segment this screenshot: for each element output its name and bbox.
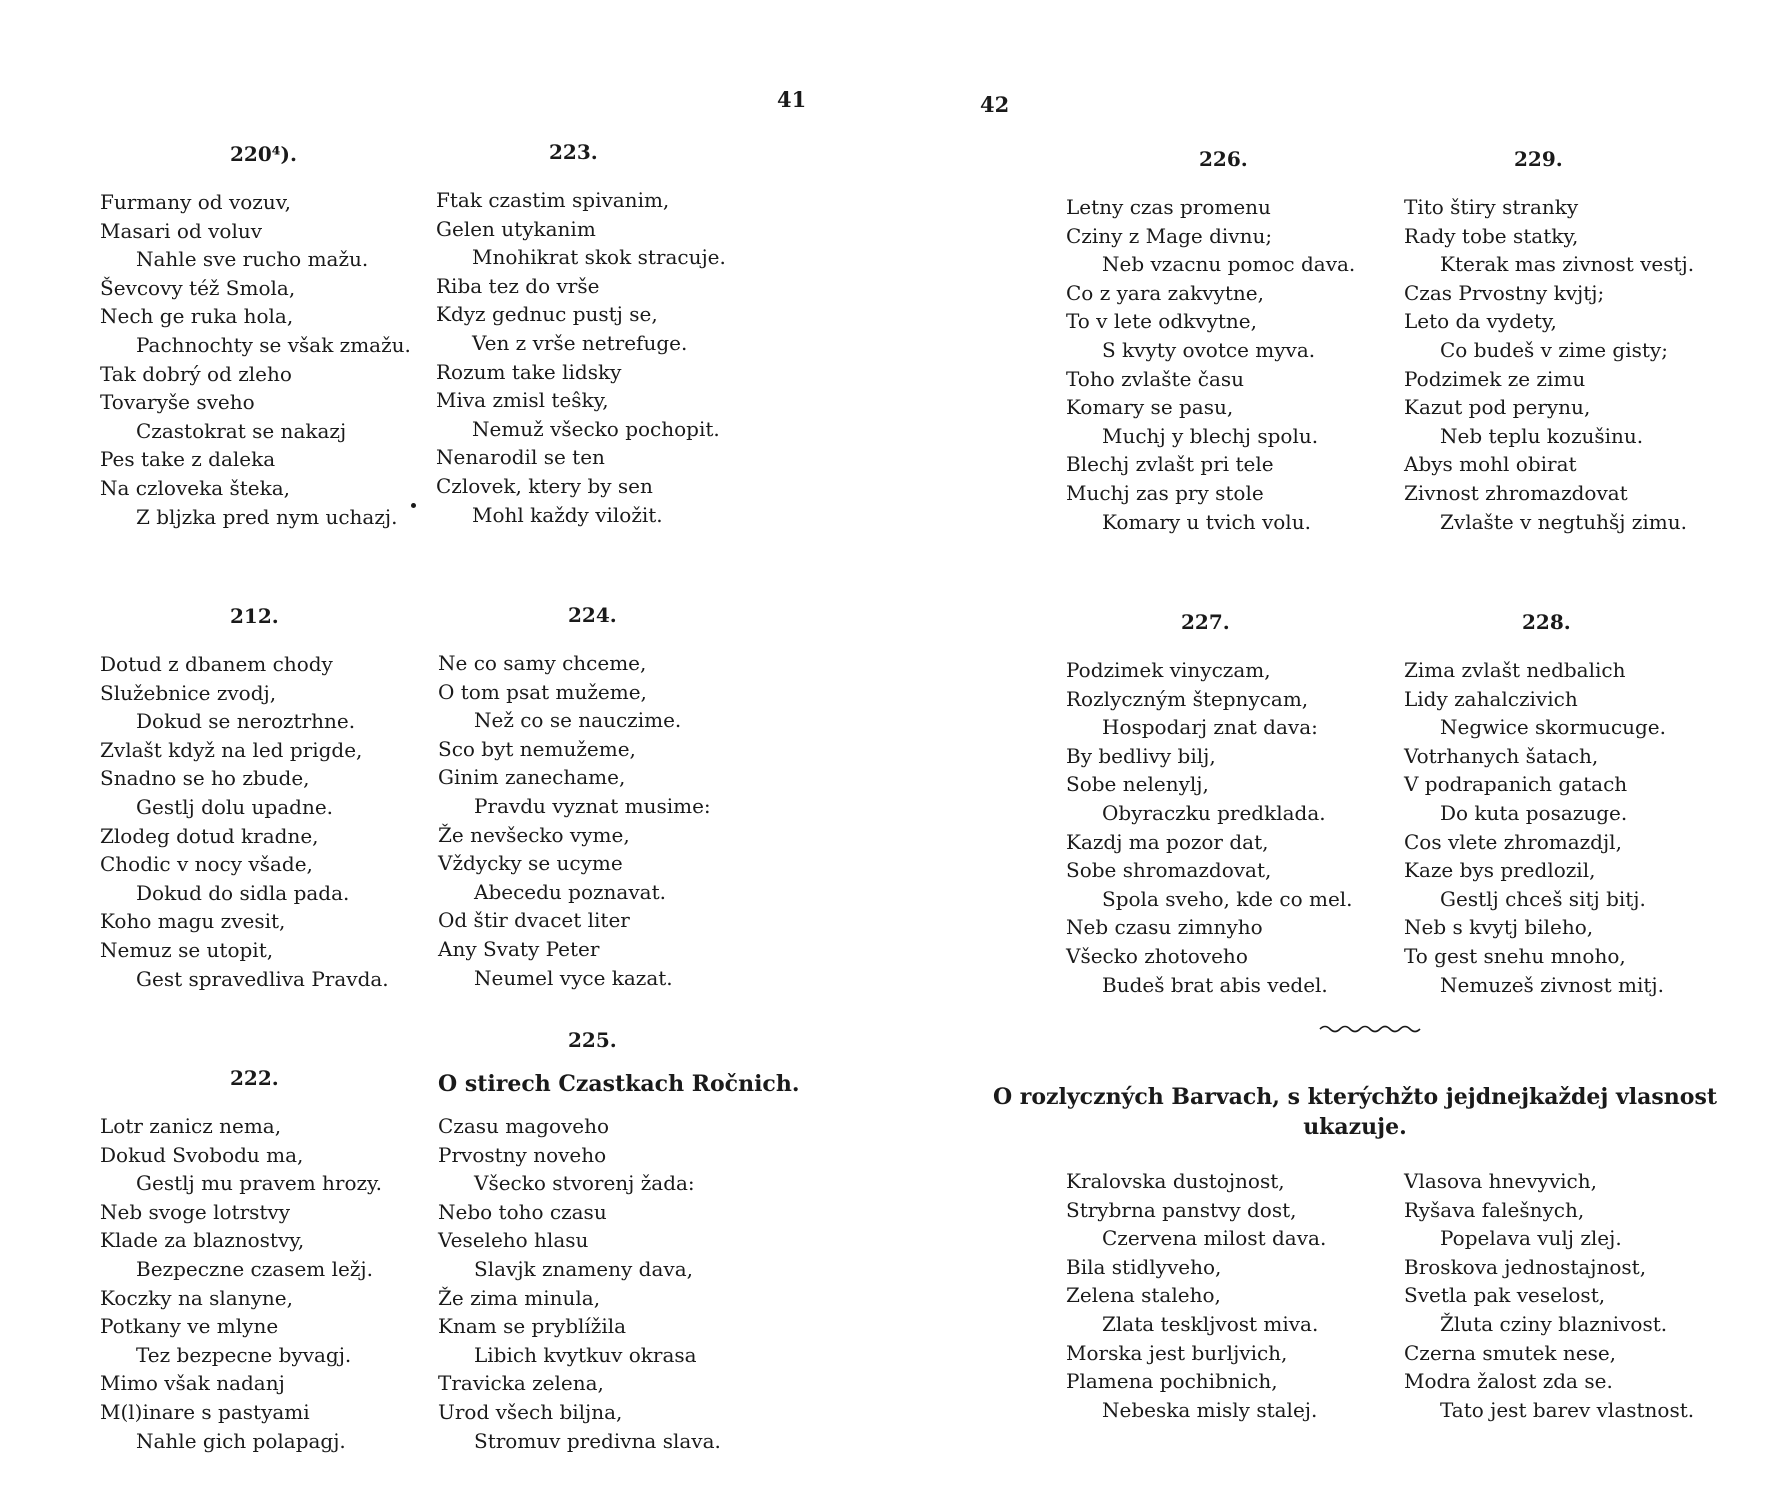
verse-line: Votrhanych šatach, xyxy=(1404,743,1599,768)
verse-line: Masari od voluv xyxy=(100,218,263,243)
verse-line: Nemuž všecko pochopit. xyxy=(472,416,720,441)
verse-line: Obyraczku predklada. xyxy=(1102,800,1326,825)
verse-line: Pes take z daleka xyxy=(100,447,276,472)
verse-line: Toho zvlašte času xyxy=(1066,366,1245,391)
verse-line: Veseleho hlasu xyxy=(438,1228,589,1253)
verse-line: Neb s kvytj bileho, xyxy=(1404,915,1594,940)
verse-line: Neb svoge lotrstvy xyxy=(100,1199,291,1224)
verse-line: Koho magu zvesit, xyxy=(100,909,286,934)
verse-line: Nebeska misly stalej. xyxy=(1102,1397,1318,1422)
verse-line: Pachnochty se však zmažu. xyxy=(136,332,411,357)
verse-line: Mimo však nadanj xyxy=(100,1371,285,1396)
verse-line: Komary u tvich volu. xyxy=(1102,509,1311,534)
verse-line: Koczky na slanyne, xyxy=(100,1285,293,1310)
verse-line: Any Svaty Peter xyxy=(438,936,600,961)
verse-line: Kazut pod perynu, xyxy=(1404,395,1591,420)
poem-220 xyxy=(100,142,411,531)
poem-229 xyxy=(1404,147,1695,536)
verse-line: Dokud Svobodu ma, xyxy=(100,1142,304,1167)
verse-line: Nech ge ruka hola, xyxy=(100,304,294,329)
verse-line: Vlasova hnevyvich, xyxy=(1404,1169,1597,1193)
verse-line: Komary se pasu, xyxy=(1066,395,1234,420)
verse-line: Rady tobe statky, xyxy=(1404,223,1579,248)
section-heading: O rozlyczných Barvach, s kterýchžto jejdnejkaždej vlasnost ukazuje. xyxy=(992,1084,1718,1140)
poem-212 xyxy=(100,604,389,993)
poem-number: 228. xyxy=(1522,610,1571,634)
verse-line: Gestlj dolu upadne. xyxy=(136,794,334,819)
verse-line: Ftak czastim spivanim, xyxy=(436,188,670,212)
verse-line: Kterak mas zivnost vestj. xyxy=(1440,252,1695,277)
verse-line: S kvyty ovotce myva. xyxy=(1102,337,1316,362)
verse-line: Ginim zanechame, xyxy=(438,765,626,790)
poem-title: O stirech Czastkach Ročnich. xyxy=(438,1071,800,1097)
verse-line: Rozlyczným štepnycam, xyxy=(1066,686,1309,711)
verse-line: Lidy zahalczivich xyxy=(1404,686,1578,711)
verse-line: Neb czasu zimnyho xyxy=(1066,915,1263,940)
colors-poem-left xyxy=(1066,1167,1326,1424)
right-page-number: 42 xyxy=(980,92,1010,117)
verse-line: Nenarodil se ten xyxy=(436,445,605,470)
poem-number: 223. xyxy=(549,140,598,164)
verse-line: Abecedu poznavat. xyxy=(474,879,666,904)
verse-line: Potkany ve mlyne xyxy=(100,1314,279,1339)
colors-poem-right xyxy=(1404,1167,1694,1424)
poem-225 xyxy=(438,1028,800,1455)
verse-line: Negwice skormucuge. xyxy=(1440,715,1666,740)
ornament-divider xyxy=(1318,1022,1428,1036)
verse-line: Kaze bys predlozil, xyxy=(1404,858,1596,883)
verse-line: Že nevšecko vyme, xyxy=(438,822,630,847)
verse-line: Knam se pryblížila xyxy=(438,1314,627,1339)
verse-line: Kralovska dustojnost, xyxy=(1066,1169,1285,1193)
verse-line: Furmany od vozuv, xyxy=(100,190,291,214)
verse-line: Všecko zhotoveho xyxy=(1066,943,1248,968)
verse-line: Pravdu vyznat musime: xyxy=(474,793,711,818)
verse-line: Neb vzacnu pomoc dava. xyxy=(1102,252,1356,277)
verse-line: Popelava vulj zlej. xyxy=(1440,1226,1622,1251)
verse-line: Czerna smutek nese, xyxy=(1404,1340,1617,1365)
poem-number: 212. xyxy=(230,604,279,628)
verse-line: Nahle gich polapagj. xyxy=(136,1428,346,1453)
verse-line: Že zima minula, xyxy=(438,1285,601,1310)
verse-line: Nebo toho czasu xyxy=(438,1199,607,1224)
verse-line: Czastokrat se nakazj xyxy=(136,418,347,443)
verse-line: Kdyz gednuc pustj se, xyxy=(436,302,658,327)
verse-line: Svetla pak veselost, xyxy=(1404,1283,1606,1308)
verse-line: Bila stidlyveho, xyxy=(1066,1254,1222,1279)
verse-line: Od štir dvacet liter xyxy=(438,908,630,933)
verse-line: Leto da vydety, xyxy=(1404,309,1557,334)
verse-line: Sobe nelenylj, xyxy=(1066,772,1209,797)
stray-mark xyxy=(411,503,416,508)
verse-line: Nemuz se utopit, xyxy=(100,937,274,962)
verse-line: By bedlivy bilj, xyxy=(1066,743,1216,768)
verse-line: Žluta cziny blaznivost. xyxy=(1440,1311,1668,1336)
verse-line: To v lete odkvytne, xyxy=(1066,309,1257,334)
verse-line: Prvostny noveho xyxy=(438,1142,607,1167)
verse-line: Muchj zas pry stole xyxy=(1066,480,1264,505)
verse-line: Klade za blaznostvy, xyxy=(100,1228,305,1253)
poem-number: 220⁴). xyxy=(230,142,297,166)
verse-line: Abys mohl obirat xyxy=(1404,452,1577,477)
verse-line: Vždycky se ucyme xyxy=(438,851,623,876)
verse-line: Ryšava falešnych, xyxy=(1404,1197,1585,1222)
poem-224 xyxy=(438,603,711,992)
verse-line: Gestlj mu pravem hrozy. xyxy=(136,1171,383,1196)
poem-number: 227. xyxy=(1181,610,1230,634)
verse-line: Libich kvytkuv okrasa xyxy=(474,1342,697,1367)
verse-line: Sco byt nemužeme, xyxy=(438,736,636,761)
poem-226 xyxy=(1066,147,1356,536)
verse-line: Blechj zvlašt pri tele xyxy=(1066,452,1274,477)
verse-line: Tovaryše sveho xyxy=(100,390,255,415)
verse-line: Kazdj ma pozor dat, xyxy=(1066,829,1269,854)
verse-line: Snadno se ho zbude, xyxy=(100,766,310,791)
verse-line: Zima zvlašt nedbalich xyxy=(1404,658,1626,682)
verse-line: Mohl každy viložit. xyxy=(472,502,663,527)
poem-number: 226. xyxy=(1199,147,1248,171)
verse-line: Neumel vyce kazat. xyxy=(474,965,673,990)
verse-line: Riba tez do vrše xyxy=(436,273,600,298)
poem-number: 225. xyxy=(568,1028,617,1052)
verse-line: Urod všech biljna, xyxy=(438,1399,623,1424)
verse-line: Co z yara zakvytne, xyxy=(1066,280,1264,305)
verse-line: Podzimek vinyczam, xyxy=(1066,658,1271,682)
verse-line: Bezpeczne czasem ležj. xyxy=(136,1256,373,1281)
verse-line: Zlata teskljvost miva. xyxy=(1102,1311,1319,1336)
verse-line: Cos vlete zhromazdjl, xyxy=(1404,829,1622,854)
verse-line: Cziny z Mage divnu; xyxy=(1066,223,1273,248)
verse-line: Dokud do sidla pada. xyxy=(136,880,350,905)
poem-228 xyxy=(1404,610,1666,999)
verse-line: Všecko stvorenj žada: xyxy=(474,1171,695,1196)
poem-223 xyxy=(436,140,726,529)
verse-line: Morska jest burljvich, xyxy=(1066,1340,1288,1365)
verse-line: Stromuv predivna slava. xyxy=(474,1428,721,1453)
verse-line: Travicka zelena, xyxy=(438,1371,604,1396)
verse-line: Muchj y blechj spolu. xyxy=(1102,423,1319,448)
poem-number: 222. xyxy=(230,1066,279,1090)
verse-line: Než co se nauczime. xyxy=(474,708,682,733)
verse-line: Slavjk znameny dava, xyxy=(474,1256,693,1281)
verse-line: Czas Prvostny kvjtj; xyxy=(1404,280,1605,305)
verse-line: Spola sveho, kde co mel. xyxy=(1102,886,1353,911)
verse-line: O tom psat mužeme, xyxy=(438,679,647,704)
verse-line: Tak dobrý od zleho xyxy=(100,361,292,386)
verse-line: Služebnice zvodj, xyxy=(100,680,277,705)
verse-line: Gelen utykanim xyxy=(436,216,596,241)
verse-line: Gest spravedliva Pravda. xyxy=(136,966,389,991)
verse-line: Czervena milost dava. xyxy=(1102,1226,1327,1251)
poem-number: 229. xyxy=(1514,147,1563,171)
verse-line: Co budeš v zime gisty; xyxy=(1440,337,1668,362)
verse-line: Zvlašt když na led prigde, xyxy=(100,737,363,762)
verse-line: Nemuzeš zivnost mitj. xyxy=(1440,972,1664,997)
verse-line: Zelena staleho, xyxy=(1066,1283,1221,1308)
verse-line: Plamena pochibnich, xyxy=(1066,1369,1278,1394)
verse-line: Tez bezpecne byvagj. xyxy=(136,1342,352,1367)
verse-line: Mnohikrat skok stracuje. xyxy=(472,245,726,270)
verse-line: M(l)inare s pastyami xyxy=(100,1399,310,1424)
verse-line: Hospodarj znat dava: xyxy=(1102,715,1318,740)
verse-line: Rozum take lidsky xyxy=(436,359,622,384)
verse-line: Letny czas promenu xyxy=(1066,195,1271,219)
verse-line: Tito štiry stranky xyxy=(1404,195,1579,219)
verse-line: Z bljzka pred nym uchazj. xyxy=(136,504,398,529)
verse-line: Budeš brat abis vedel. xyxy=(1102,972,1328,997)
verse-line: Zivnost zhromazdovat xyxy=(1404,480,1628,505)
verse-line: Zlodeg dotud kradne, xyxy=(100,823,319,848)
verse-line: Modra žalost zda se. xyxy=(1404,1369,1613,1394)
verse-line: Miva zmisl teŝky, xyxy=(436,388,609,413)
verse-line: Sobe shromazdovat, xyxy=(1066,858,1272,883)
verse-line: Dotud z dbanem chody xyxy=(100,652,333,676)
verse-line: Nahle sve rucho mažu. xyxy=(136,247,369,272)
poem-227 xyxy=(1066,610,1353,999)
verse-line: Do kuta posazuge. xyxy=(1440,800,1628,825)
verse-line: V podrapanich gatach xyxy=(1404,772,1628,797)
verse-line: Czlovek, ktery by sen xyxy=(436,473,653,498)
poem-number: 224. xyxy=(568,603,617,627)
verse-line: Na czloveka šteka, xyxy=(100,475,291,500)
verse-line: Broskova jednostajnost, xyxy=(1404,1254,1647,1279)
verse-line: Ne co samy chceme, xyxy=(438,651,647,675)
verse-line: Chodic v nocy všade, xyxy=(100,852,313,877)
verse-line: Neb teplu kozušinu. xyxy=(1440,423,1644,448)
verse-line: Tato jest barev vlastnost. xyxy=(1440,1397,1695,1422)
verse-line: Ševcovy též Smola, xyxy=(100,275,296,300)
verse-line: Gestlj chceš sitj bitj. xyxy=(1440,886,1646,911)
verse-line: Dokud se neroztrhne. xyxy=(136,709,356,734)
left-page-number: 41 xyxy=(777,87,807,112)
poem-222 xyxy=(100,1066,383,1455)
verse-line: Ven z vrše netrefuge. xyxy=(472,330,688,355)
verse-line: Podzimek ze zimu xyxy=(1404,366,1586,391)
verse-line: Strybrna panstvy dost, xyxy=(1066,1197,1297,1222)
verse-line: Zvlašte v negtuhšj zimu. xyxy=(1440,509,1687,534)
verse-line: To gest snehu mnoho, xyxy=(1404,943,1626,968)
verse-line: Lotr zanicz nema, xyxy=(100,1114,282,1138)
verse-line: Czasu magoveho xyxy=(438,1114,610,1138)
